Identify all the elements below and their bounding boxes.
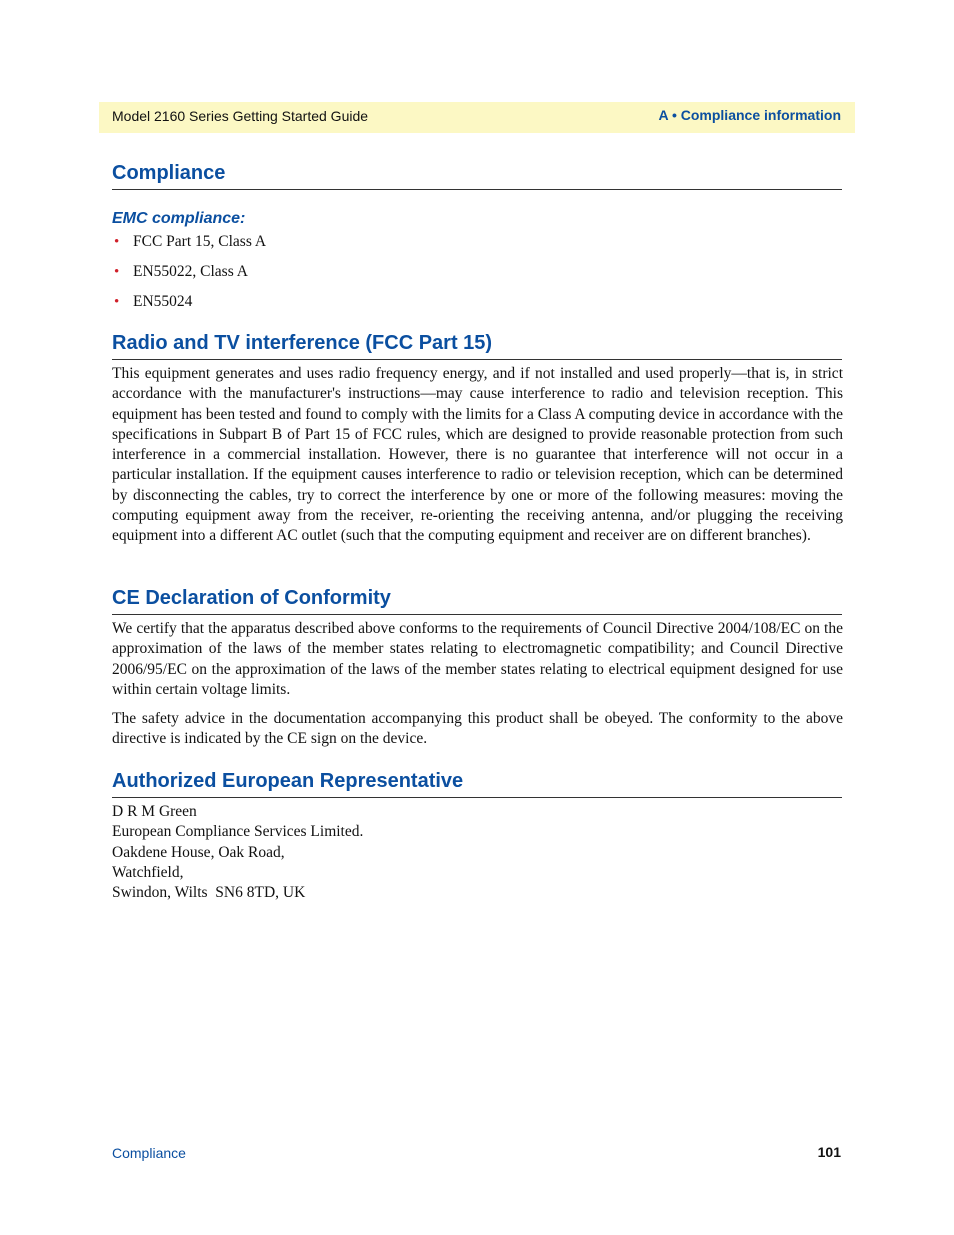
bullet-icon: • — [114, 234, 120, 250]
bullet-icon: • — [114, 294, 120, 310]
header-chapter-title: A • Compliance information — [658, 107, 841, 123]
ce-paragraph-1: We certify that the apparatus described above conforms to the requirements of Council Directive 2004/108/EC on the approximation of the laws of the member states relating to electromagnetic compatibility; and Council Directive 2006/95/EC on the approximation of the laws of the member states relating to electrical equipment designed for use within certain voltage limits. — [112, 620, 843, 698]
running-header — [99, 102, 855, 133]
address-line: D R M Green — [112, 803, 197, 820]
list-item-text: EN55022, Class A — [133, 263, 248, 280]
heading-authorized-representative: Authorized European Representative — [112, 768, 842, 798]
address-line: Swindon, Wilts SN6 8TD, UK — [112, 884, 306, 902]
list-item-text: EN55024 — [133, 293, 193, 310]
ce-paragraph-2: The safety advice in the documentation accompanying this product shall be obeyed. The conformity to the above directive is indicated by the CE sign on the device. — [112, 710, 843, 748]
heading-ce-declaration: CE Declaration of Conformity — [112, 585, 842, 615]
footer-page-number: 101 — [817, 1144, 841, 1160]
bullet-icon: • — [114, 264, 120, 280]
address-line: Watchfield, — [112, 863, 184, 881]
subheading-emc-compliance: EMC compliance: — [112, 210, 246, 227]
header-guide-title: Model 2160 Series Getting Started Guide — [112, 108, 369, 124]
list-item — [112, 292, 266, 322]
list-item — [112, 262, 266, 292]
emc-compliance-list — [112, 232, 266, 322]
address-line: European Compliance Services Limited. — [112, 823, 364, 841]
radio-tv-paragraph: This equipment generates and uses radio frequency energy, and if not installed and used properly—that is, in strict accordance with the manufacturer's instructions—may cause interference to radio and television reception. This equipment has been tested and found to comply with the limits for a Class A computing device in accordance with the specifications in Subpart B of Part 15 of FCC rules, which are designed to provide reasonable protection from such interference in a commercial installation. However, there is no guarantee that interference will not occur in a particular installation. If the equipment causes interference to radio or television reception, which can be determined by disconnecting the cables, try to correct the interference by one or more of the following measures: moving the computing equipment away from the receiver, re-orienting the receiving antenna, and/or plugging the receiving equipment into a different AC outlet (such that the computing equipment and receiver are on different branches). — [112, 365, 843, 545]
heading-compliance: Compliance — [112, 160, 842, 190]
list-item — [112, 232, 266, 262]
footer-section-name: Compliance — [112, 1145, 186, 1161]
list-item-text: FCC Part 15, Class A — [133, 233, 267, 250]
representative-address — [112, 802, 363, 903]
address-line: Oakdene House, Oak Road, — [112, 843, 285, 861]
heading-radio-tv-interference: Radio and TV interference (FCC Part 15) — [112, 330, 842, 360]
